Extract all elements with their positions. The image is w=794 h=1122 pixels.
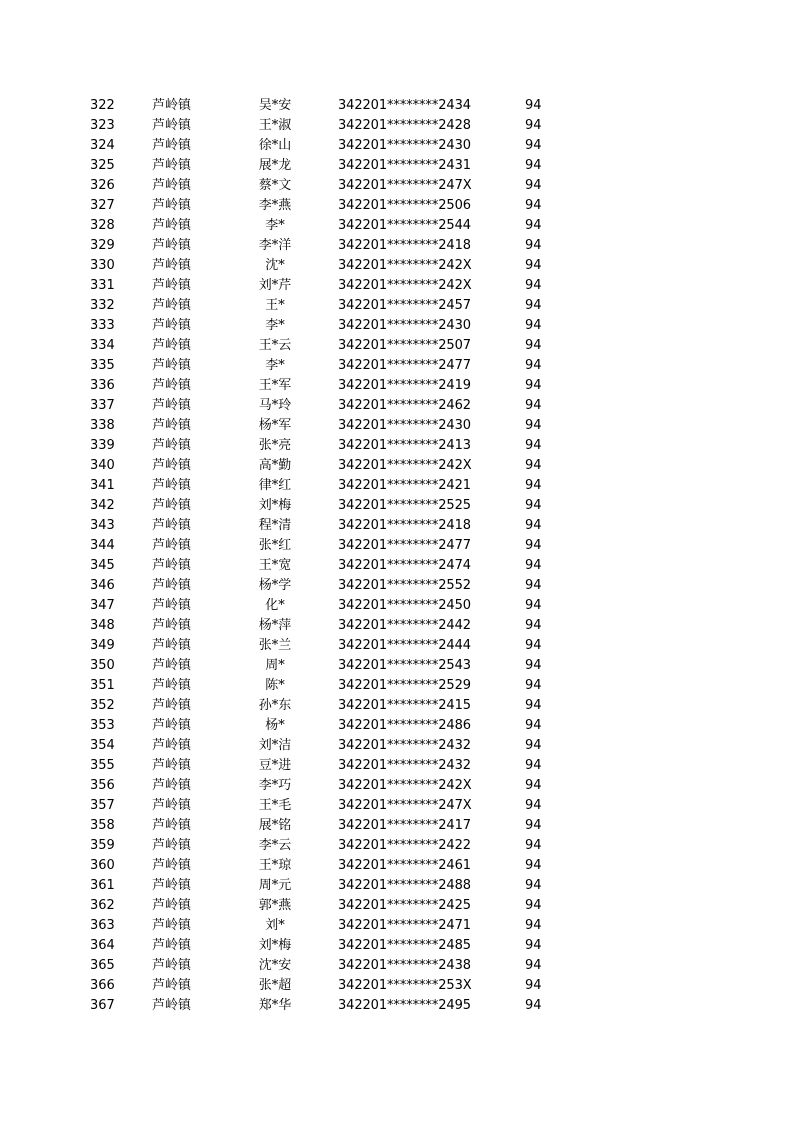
- town-name: 芦岭镇: [152, 978, 192, 993]
- row-number: 354: [90, 738, 115, 753]
- id-number: 342201********242X: [338, 458, 472, 473]
- score-value: 94: [525, 558, 542, 573]
- row-number: 328: [90, 218, 115, 233]
- person-name: 李*: [265, 218, 285, 233]
- table-row: [0, 216, 794, 236]
- row-number: 353: [90, 718, 115, 733]
- person-name: 郑*华: [258, 998, 292, 1013]
- row-number: 348: [90, 618, 115, 633]
- town-name: 芦岭镇: [152, 218, 192, 233]
- score-value: 94: [525, 358, 542, 373]
- id-number: 342201********2488: [338, 878, 471, 893]
- id-number: 342201********2471: [338, 918, 471, 933]
- score-value: 94: [525, 478, 542, 493]
- town-name: 芦岭镇: [152, 858, 192, 873]
- score-value: 94: [525, 398, 542, 413]
- person-name: 程*清: [258, 518, 292, 533]
- town-name: 芦岭镇: [152, 238, 192, 253]
- table-row: [0, 896, 794, 916]
- id-number: 342201********2434: [338, 98, 471, 113]
- person-name: 律*红: [258, 478, 292, 493]
- person-name: 李*: [265, 318, 285, 333]
- score-value: 94: [525, 158, 542, 173]
- row-number: 338: [90, 418, 115, 433]
- score-value: 94: [525, 898, 542, 913]
- score-value: 94: [525, 578, 542, 593]
- person-name: 杨*学: [258, 578, 292, 593]
- person-name: 杨*萍: [258, 618, 292, 633]
- id-number: 342201********2417: [338, 818, 471, 833]
- person-name: 刘*芹: [258, 278, 292, 293]
- table-row: [0, 376, 794, 396]
- person-name: 豆*进: [258, 758, 292, 773]
- row-number: 361: [90, 878, 115, 893]
- row-number: 356: [90, 778, 115, 793]
- table-row: [0, 816, 794, 836]
- score-value: 94: [525, 918, 542, 933]
- town-name: 芦岭镇: [152, 838, 192, 853]
- table-row: [0, 436, 794, 456]
- person-name: 沈*安: [258, 958, 292, 973]
- town-name: 芦岭镇: [152, 478, 192, 493]
- table-row: [0, 536, 794, 556]
- score-value: 94: [525, 238, 542, 253]
- score-value: 94: [525, 378, 542, 393]
- score-value: 94: [525, 258, 542, 273]
- table-row: [0, 876, 794, 896]
- id-number: 342201********2438: [338, 958, 471, 973]
- row-number: 337: [90, 398, 115, 413]
- person-name: 刘*洁: [258, 738, 292, 753]
- id-number: 342201********2444: [338, 638, 471, 653]
- id-number: 342201********2552: [338, 578, 471, 593]
- row-number: 340: [90, 458, 115, 473]
- id-number: 342201********2485: [338, 938, 471, 953]
- score-value: 94: [525, 458, 542, 473]
- table-row: [0, 256, 794, 276]
- person-name: 王*淑: [258, 118, 292, 133]
- town-name: 芦岭镇: [152, 298, 192, 313]
- id-number: 342201********2415: [338, 698, 471, 713]
- person-name: 李*燕: [258, 198, 292, 213]
- id-number: 342201********2474: [338, 558, 471, 573]
- person-name: 展*铭: [258, 818, 292, 833]
- id-number: 342201********2457: [338, 298, 471, 313]
- id-number: 342201********2421: [338, 478, 471, 493]
- town-name: 芦岭镇: [152, 598, 192, 613]
- table-row: [0, 956, 794, 976]
- table-row: [0, 936, 794, 956]
- table-row: [0, 156, 794, 176]
- row-number: 359: [90, 838, 115, 853]
- town-name: 芦岭镇: [152, 998, 192, 1013]
- id-number: 342201********2419: [338, 378, 471, 393]
- score-value: 94: [525, 798, 542, 813]
- id-number: 342201********242X: [338, 258, 472, 273]
- town-name: 芦岭镇: [152, 98, 192, 113]
- table-row: [0, 996, 794, 1016]
- id-number: 342201********2431: [338, 158, 471, 173]
- row-number: 331: [90, 278, 115, 293]
- town-name: 芦岭镇: [152, 818, 192, 833]
- town-name: 芦岭镇: [152, 178, 192, 193]
- score-value: 94: [525, 338, 542, 353]
- town-name: 芦岭镇: [152, 538, 192, 553]
- id-number: 342201********2430: [338, 138, 471, 153]
- person-name: 王*琼: [258, 858, 292, 873]
- score-value: 94: [525, 538, 542, 553]
- table-row: [0, 296, 794, 316]
- row-number: 327: [90, 198, 115, 213]
- row-number: 345: [90, 558, 115, 573]
- town-name: 芦岭镇: [152, 558, 192, 573]
- table-row: [0, 856, 794, 876]
- score-value: 94: [525, 138, 542, 153]
- person-name: 李*巧: [258, 778, 292, 793]
- table-row: [0, 736, 794, 756]
- town-name: 芦岭镇: [152, 358, 192, 373]
- score-value: 94: [525, 938, 542, 953]
- row-number: 336: [90, 378, 115, 393]
- id-number: 342201********2418: [338, 518, 471, 533]
- id-number: 342201********2507: [338, 338, 471, 353]
- person-name: 张*红: [258, 538, 292, 553]
- person-name: 杨*军: [258, 418, 292, 433]
- town-name: 芦岭镇: [152, 118, 192, 133]
- town-name: 芦岭镇: [152, 618, 192, 633]
- person-name: 刘*梅: [258, 498, 292, 513]
- score-value: 94: [525, 818, 542, 833]
- id-number: 342201********2442: [338, 618, 471, 633]
- table-row: [0, 96, 794, 116]
- table-row: [0, 676, 794, 696]
- row-number: 352: [90, 698, 115, 713]
- score-value: 94: [525, 758, 542, 773]
- row-number: 360: [90, 858, 115, 873]
- town-name: 芦岭镇: [152, 458, 192, 473]
- id-number: 342201********247X: [338, 178, 472, 193]
- row-number: 350: [90, 658, 115, 673]
- id-number: 342201********247X: [338, 798, 472, 813]
- score-value: 94: [525, 498, 542, 513]
- score-value: 94: [525, 318, 542, 333]
- row-number: 330: [90, 258, 115, 273]
- id-number: 342201********2461: [338, 858, 471, 873]
- row-number: 362: [90, 898, 115, 913]
- score-value: 94: [525, 958, 542, 973]
- row-number: 355: [90, 758, 115, 773]
- score-value: 94: [525, 198, 542, 213]
- score-value: 94: [525, 298, 542, 313]
- row-number: 324: [90, 138, 115, 153]
- id-number: 342201********242X: [338, 778, 472, 793]
- table-row: [0, 776, 794, 796]
- table-row: [0, 176, 794, 196]
- person-name: 蔡*文: [258, 178, 292, 193]
- table-row: [0, 396, 794, 416]
- id-number: 342201********2477: [338, 538, 471, 553]
- town-name: 芦岭镇: [152, 638, 192, 653]
- score-value: 94: [525, 738, 542, 753]
- person-name: 王*军: [258, 378, 292, 393]
- row-number: 341: [90, 478, 115, 493]
- id-number: 342201********2486: [338, 718, 471, 733]
- table-row: [0, 836, 794, 856]
- score-value: 94: [525, 178, 542, 193]
- score-value: 94: [525, 658, 542, 673]
- table-row: [0, 916, 794, 936]
- person-name: 徐*山: [258, 138, 292, 153]
- town-name: 芦岭镇: [152, 418, 192, 433]
- row-number: 358: [90, 818, 115, 833]
- row-number: 351: [90, 678, 115, 693]
- row-number: 333: [90, 318, 115, 333]
- town-name: 芦岭镇: [152, 258, 192, 273]
- person-name: 李*云: [258, 838, 292, 853]
- id-number: 342201********2413: [338, 438, 471, 453]
- table-row: [0, 756, 794, 776]
- table-row: [0, 476, 794, 496]
- score-value: 94: [525, 218, 542, 233]
- town-name: 芦岭镇: [152, 898, 192, 913]
- person-name: 李*洋: [258, 238, 292, 253]
- id-number: 342201********2544: [338, 218, 471, 233]
- id-number: 342201********242X: [338, 278, 472, 293]
- id-number: 342201********2529: [338, 678, 471, 693]
- row-number: 364: [90, 938, 115, 953]
- person-name: 李*: [265, 358, 285, 373]
- score-value: 94: [525, 698, 542, 713]
- score-value: 94: [525, 118, 542, 133]
- score-value: 94: [525, 438, 542, 453]
- person-name: 高*勤: [258, 458, 292, 473]
- id-number: 342201********2506: [338, 198, 471, 213]
- table-row: [0, 276, 794, 296]
- person-name: 张*亮: [258, 438, 292, 453]
- score-value: 94: [525, 638, 542, 653]
- row-number: 322: [90, 98, 115, 113]
- id-number: 342201********2450: [338, 598, 471, 613]
- row-number: 347: [90, 598, 115, 613]
- person-name: 王*云: [258, 338, 292, 353]
- town-name: 芦岭镇: [152, 338, 192, 353]
- score-value: 94: [525, 838, 542, 853]
- table-row: [0, 596, 794, 616]
- score-value: 94: [525, 858, 542, 873]
- town-name: 芦岭镇: [152, 958, 192, 973]
- table-row: [0, 616, 794, 636]
- town-name: 芦岭镇: [152, 758, 192, 773]
- row-number: 329: [90, 238, 115, 253]
- person-name: 孙*东: [258, 698, 292, 713]
- score-value: 94: [525, 598, 542, 613]
- person-name: 刘*梅: [258, 938, 292, 953]
- person-name: 马*玲: [258, 398, 292, 413]
- town-name: 芦岭镇: [152, 678, 192, 693]
- town-name: 芦岭镇: [152, 498, 192, 513]
- table-row: [0, 336, 794, 356]
- table-row: [0, 116, 794, 136]
- town-name: 芦岭镇: [152, 378, 192, 393]
- id-number: 342201********2525: [338, 498, 471, 513]
- id-number: 342201********2425: [338, 898, 471, 913]
- row-number: 326: [90, 178, 115, 193]
- row-number: 335: [90, 358, 115, 373]
- score-value: 94: [525, 618, 542, 633]
- id-number: 342201********2432: [338, 738, 471, 753]
- town-name: 芦岭镇: [152, 778, 192, 793]
- id-number: 342201********2462: [338, 398, 471, 413]
- row-number: 334: [90, 338, 115, 353]
- table-row: [0, 976, 794, 996]
- table-row: [0, 636, 794, 656]
- row-number: 342: [90, 498, 115, 513]
- town-name: 芦岭镇: [152, 158, 192, 173]
- score-value: 94: [525, 678, 542, 693]
- person-name: 周*: [265, 658, 285, 673]
- row-number: 323: [90, 118, 115, 133]
- id-number: 342201********2430: [338, 418, 471, 433]
- table-row: [0, 516, 794, 536]
- person-name: 化*: [265, 598, 285, 613]
- town-name: 芦岭镇: [152, 138, 192, 153]
- id-number: 342201********2428: [338, 118, 471, 133]
- town-name: 芦岭镇: [152, 798, 192, 813]
- row-number: 339: [90, 438, 115, 453]
- person-name: 王*宽: [258, 558, 292, 573]
- town-name: 芦岭镇: [152, 398, 192, 413]
- score-value: 94: [525, 978, 542, 993]
- person-name: 王*毛: [258, 798, 292, 813]
- person-name: 展*龙: [258, 158, 292, 173]
- table-row: [0, 196, 794, 216]
- town-name: 芦岭镇: [152, 658, 192, 673]
- town-name: 芦岭镇: [152, 318, 192, 333]
- person-name: 沈*: [265, 258, 285, 273]
- row-number: 367: [90, 998, 115, 1013]
- table-row: [0, 556, 794, 576]
- table-row: [0, 796, 794, 816]
- town-name: 芦岭镇: [152, 438, 192, 453]
- score-value: 94: [525, 778, 542, 793]
- person-name: 刘*: [265, 918, 285, 933]
- table-row: [0, 236, 794, 256]
- score-value: 94: [525, 278, 542, 293]
- row-number: 343: [90, 518, 115, 533]
- person-name: 杨*: [265, 718, 285, 733]
- town-name: 芦岭镇: [152, 518, 192, 533]
- table-row: [0, 496, 794, 516]
- table-row: [0, 576, 794, 596]
- person-name: 张*超: [258, 978, 292, 993]
- table-row: [0, 136, 794, 156]
- score-value: 94: [525, 418, 542, 433]
- table-row: [0, 716, 794, 736]
- row-number: 365: [90, 958, 115, 973]
- table-row: [0, 456, 794, 476]
- person-name: 周*元: [258, 878, 292, 893]
- row-number: 346: [90, 578, 115, 593]
- table-row: [0, 696, 794, 716]
- id-number: 342201********2430: [338, 318, 471, 333]
- id-number: 342201********2418: [338, 238, 471, 253]
- score-value: 94: [525, 878, 542, 893]
- id-number: 342201********253X: [338, 978, 472, 993]
- person-name: 张*兰: [258, 638, 292, 653]
- row-number: 357: [90, 798, 115, 813]
- row-number: 344: [90, 538, 115, 553]
- person-name: 陈*: [265, 678, 285, 693]
- person-name: 王*: [265, 298, 285, 313]
- town-name: 芦岭镇: [152, 198, 192, 213]
- row-number: 363: [90, 918, 115, 933]
- town-name: 芦岭镇: [152, 938, 192, 953]
- row-number: 325: [90, 158, 115, 173]
- id-number: 342201********2543: [338, 658, 471, 673]
- town-name: 芦岭镇: [152, 918, 192, 933]
- town-name: 芦岭镇: [152, 878, 192, 893]
- row-number: 366: [90, 978, 115, 993]
- town-name: 芦岭镇: [152, 278, 192, 293]
- row-number: 349: [90, 638, 115, 653]
- score-value: 94: [525, 718, 542, 733]
- town-name: 芦岭镇: [152, 738, 192, 753]
- id-number: 342201********2422: [338, 838, 471, 853]
- score-value: 94: [525, 998, 542, 1013]
- score-value: 94: [525, 518, 542, 533]
- person-name: 吴*安: [258, 98, 292, 113]
- town-name: 芦岭镇: [152, 698, 192, 713]
- id-number: 342201********2477: [338, 358, 471, 373]
- table-row: [0, 656, 794, 676]
- score-value: 94: [525, 98, 542, 113]
- row-number: 332: [90, 298, 115, 313]
- person-name: 郭*燕: [258, 898, 292, 913]
- town-name: 芦岭镇: [152, 718, 192, 733]
- town-name: 芦岭镇: [152, 578, 192, 593]
- id-number: 342201********2432: [338, 758, 471, 773]
- table-row: [0, 356, 794, 376]
- table-row: [0, 416, 794, 436]
- table-row: [0, 316, 794, 336]
- id-number: 342201********2495: [338, 998, 471, 1013]
